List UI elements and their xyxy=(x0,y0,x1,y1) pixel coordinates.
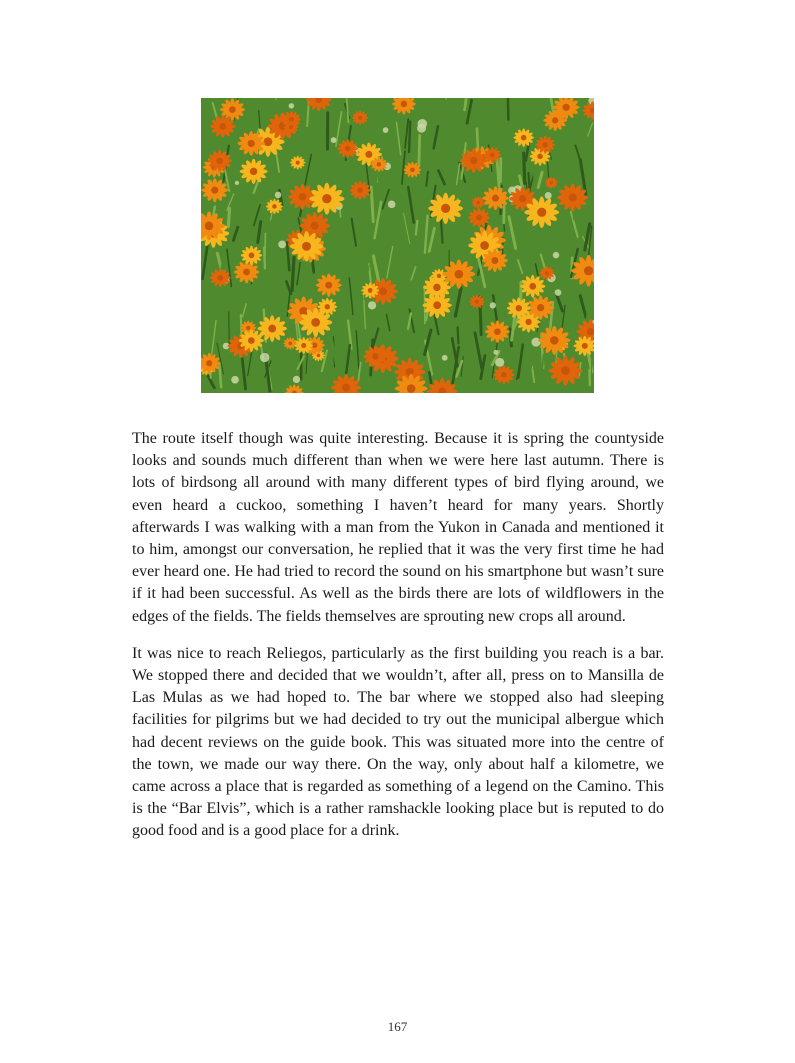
flower-center xyxy=(491,257,498,264)
flower-center xyxy=(410,167,415,172)
flower-center xyxy=(206,360,212,366)
flower-center xyxy=(490,153,495,158)
flower-center xyxy=(407,384,416,393)
flower-bud xyxy=(495,358,504,367)
flower-center xyxy=(205,222,213,230)
flower-center xyxy=(476,215,482,221)
flower-center xyxy=(525,319,531,325)
flower-center xyxy=(216,158,222,164)
flower-bud xyxy=(417,124,426,133)
flower-bud xyxy=(275,192,281,198)
flower-center xyxy=(248,140,255,147)
flower-center xyxy=(494,328,501,335)
grass-blade xyxy=(217,320,218,337)
page-number: 167 xyxy=(387,1019,408,1034)
grass-blade xyxy=(419,135,420,165)
flower-center xyxy=(582,343,588,349)
grass-blade xyxy=(359,300,361,322)
flower-center xyxy=(584,266,593,275)
grass-blade xyxy=(292,257,294,290)
flower-center xyxy=(358,116,362,120)
flower-bud xyxy=(388,201,396,209)
grass-blade xyxy=(228,209,229,227)
flower-center xyxy=(441,204,450,213)
calendula-illustration xyxy=(201,98,594,393)
flower-center xyxy=(317,354,321,358)
flower-center xyxy=(480,241,489,250)
flower-center xyxy=(537,154,543,160)
flower-center xyxy=(229,106,236,113)
flower-center xyxy=(377,162,381,166)
flower-center xyxy=(401,101,407,107)
grass-blade xyxy=(416,221,417,235)
flower-bud xyxy=(493,350,498,355)
flower-center xyxy=(250,168,257,175)
flower-center xyxy=(272,204,277,209)
flower-center xyxy=(545,271,549,275)
grass-blade xyxy=(371,187,373,222)
flower-center xyxy=(501,372,507,378)
flower-center xyxy=(476,201,480,205)
flower-center xyxy=(433,301,441,309)
flower-center xyxy=(519,195,526,202)
flower-center xyxy=(246,326,250,330)
flower-center xyxy=(243,269,250,276)
flower-center xyxy=(568,193,576,201)
flower-center xyxy=(288,342,292,346)
flower-center xyxy=(368,288,373,293)
flower-center xyxy=(552,117,558,123)
paragraph-route: The route itself though was quite interesting. Because it is spring the countyside looks and sounds much different than when we were here last autumn. There is lots of birdsong all around with many different types of bird flying around, we even heard a cuckoo, something I haven’t heard for many years. Shortly afterwards I was walking with a man from the Yukon in Canada and mentioned it to him, amongst our conversation, he replied that it was the very first time he had ever heard one. He had tried to record the sound on his smartphone but wasn’t sure if it had been successful. As well as the birds there are lots of wildflowers in the edges of the fields. The fields themselves are sprouting new crops all around. xyxy=(132,430,664,625)
flower-center xyxy=(437,274,441,278)
grass-blade xyxy=(537,98,538,116)
flower-center xyxy=(529,283,536,290)
grass-blade xyxy=(528,173,529,190)
flower-center xyxy=(268,325,276,333)
flower-center xyxy=(475,300,479,304)
flower-center xyxy=(264,137,273,146)
paragraph-reliegos: It was nice to reach Reliegos, particularly as the first building you reach is a bar. We stopped there and decided that we wouldn’t, after all, press on to Mansilla de Las Mulas as we had hoped to. The bar where we stopped also had sleeping facilities for pilgrims but we had decided to try out the municipal albergue which had decent reviews on the guide book. This was situated more into the centre of the town, we made our way there. On the way, only about half a kilometre, we came across a place that is regarded as something of a legend on the Camino. This is the “Bar Elvis”, which is a rather ramshackle looking place but is reputed to do good food and is a good place for a drink. xyxy=(132,644,664,840)
flower-bud xyxy=(555,289,562,296)
flower-center xyxy=(543,142,548,147)
flower-bud xyxy=(231,376,239,384)
flower-bud xyxy=(368,301,376,309)
grass-blade xyxy=(458,327,459,343)
flower-center xyxy=(379,287,387,295)
flower-center xyxy=(521,135,527,141)
flower-center xyxy=(325,282,332,289)
flower-bud xyxy=(289,103,294,108)
flower-center xyxy=(325,304,330,309)
flower-center xyxy=(219,123,226,130)
flower-center xyxy=(296,161,300,165)
flower-center xyxy=(365,151,372,158)
body-text xyxy=(132,428,664,858)
flower-bud xyxy=(383,127,389,133)
grass-blade xyxy=(229,312,230,345)
flower-center xyxy=(470,157,477,164)
flower-center xyxy=(289,125,293,129)
flower-center xyxy=(550,181,553,184)
flower-bud xyxy=(442,355,448,361)
flower-bud xyxy=(331,137,337,143)
flower-field-photo xyxy=(201,98,594,393)
flower-bud xyxy=(235,181,239,185)
flower-center xyxy=(248,337,255,344)
flower-bud xyxy=(545,192,552,199)
flower-center xyxy=(357,187,363,193)
flower-center xyxy=(433,284,440,291)
flower-bud xyxy=(490,302,496,308)
flower-center xyxy=(311,318,320,327)
flower-center xyxy=(372,353,379,360)
flower-center xyxy=(550,336,559,345)
flower-bud xyxy=(553,252,559,258)
grass-blade xyxy=(219,364,221,387)
flower-center xyxy=(302,242,311,251)
flower-center xyxy=(345,146,351,152)
flower-center xyxy=(537,304,544,311)
flower-center xyxy=(561,366,570,375)
flower-center xyxy=(299,193,307,201)
grass-blade xyxy=(409,122,410,153)
flower-center xyxy=(211,187,218,194)
flower-center xyxy=(249,252,255,258)
grass-blade xyxy=(524,153,525,183)
flower-bud xyxy=(531,337,540,346)
flower-center xyxy=(563,104,570,111)
flower-bud xyxy=(260,353,269,362)
flower-center xyxy=(492,195,499,202)
flower-bud xyxy=(293,376,300,383)
flower-center xyxy=(342,384,350,392)
flower-center xyxy=(311,222,319,230)
flower-bud xyxy=(278,241,286,249)
flower-center xyxy=(301,343,306,348)
flower-center xyxy=(455,270,464,279)
grass-blade xyxy=(386,256,387,268)
flower-center xyxy=(516,305,522,311)
flower-center xyxy=(322,194,331,203)
flower-center xyxy=(537,208,546,217)
flower-center xyxy=(217,275,223,281)
